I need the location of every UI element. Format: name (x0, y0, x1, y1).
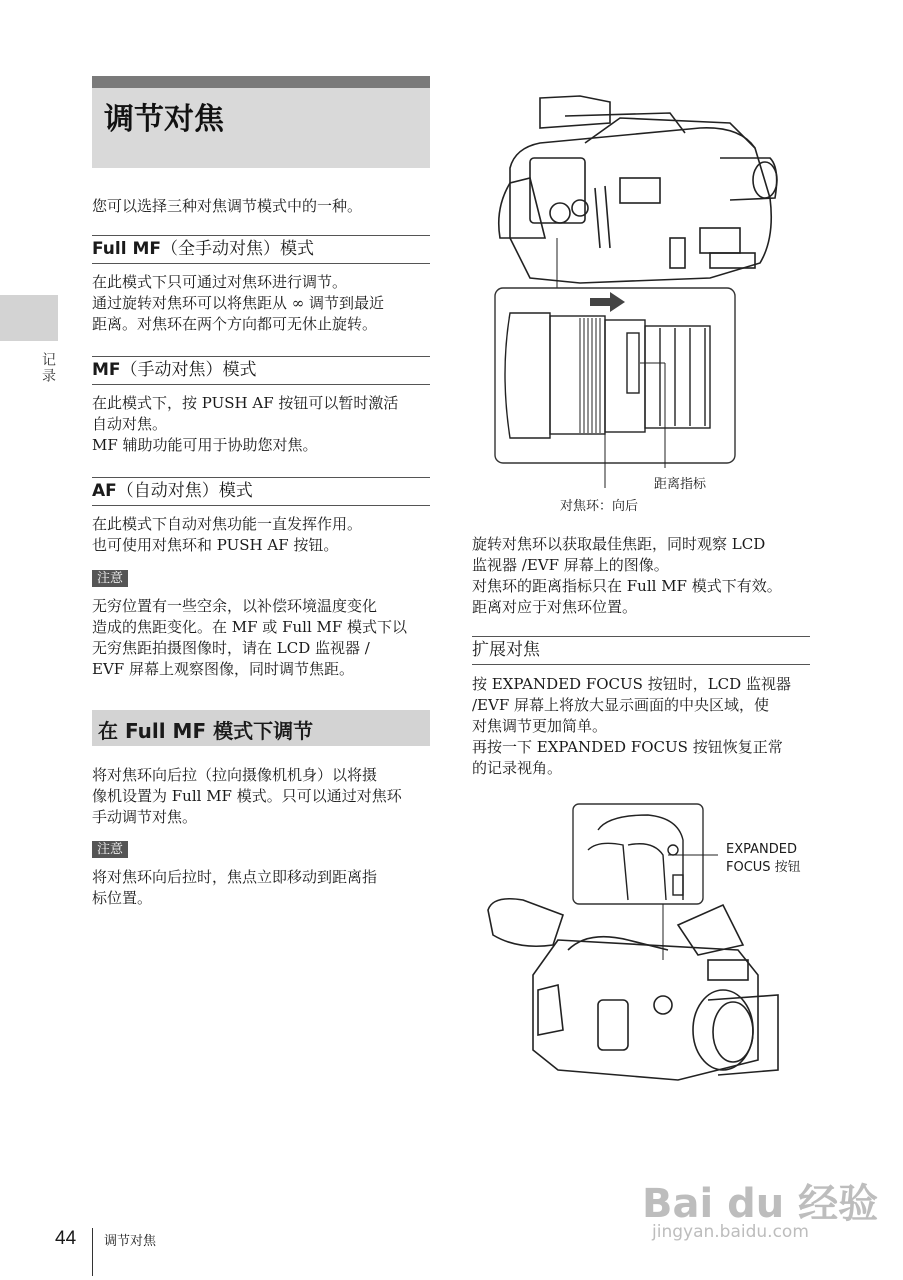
right-body (472, 534, 817, 618)
text-line: 通过旋转对焦环可以将焦距从 ∞ 调节到最近 (92, 294, 385, 312)
intro-text: 您可以选择三种对焦调节模式中的一种。 (92, 197, 363, 215)
title-box (92, 76, 430, 168)
text-line: 距离对应于对焦环位置。 (472, 598, 638, 616)
camcorder-focus-ring-figure (470, 88, 830, 528)
note-body-2 (92, 867, 437, 909)
section-heading-mf: MF（手动对焦）模式 (92, 356, 430, 385)
note-body (92, 596, 437, 680)
label-line: FOCUS 按钮 (726, 860, 801, 875)
section-heading-full-mf: Full MF（全手动对焦）模式 (92, 235, 430, 264)
section-heading-af: AF（自动对焦）模式 (92, 477, 430, 506)
side-label: 记录 (40, 352, 56, 384)
text-line: 手动调节对焦。 (92, 808, 198, 826)
label-expanded-focus (726, 841, 801, 877)
section-body-af (92, 514, 430, 556)
note-badge-2: 注意 (92, 838, 128, 859)
section-body-mf (92, 393, 430, 456)
subsection-title: 在 Full MF 模式下调节 (98, 719, 314, 743)
text-line: EVF 屏幕上观察图像，同时调节焦距。 (92, 660, 354, 678)
side-tab (0, 295, 58, 341)
text-line: 的记录视角。 (472, 759, 563, 777)
text-line: 在此模式下只可通过对焦环进行调节。 (92, 273, 348, 291)
text-line: 在此模式下自动对焦功能一直发挥作用。 (92, 515, 363, 533)
text-line: 无穷位置有一些空余，以补偿环境温度变化 (92, 597, 378, 615)
text-line: 无穷焦距拍摄图像时，请在 LCD 监视器 / (92, 639, 370, 657)
text-line: 在此模式下，按 PUSH AF 按钮可以暂时激活 (92, 394, 399, 412)
text-line: 像机设置为 Full MF 模式。只可以通过对焦环 (92, 787, 402, 805)
label-distance-indicator: 距离指标 (654, 477, 707, 492)
footer-divider (92, 1228, 93, 1276)
subsection-title-box (92, 710, 430, 746)
text-line: 自动对焦。 (92, 415, 168, 433)
title-bar (92, 76, 430, 88)
footer-title: 调节对焦 (104, 1234, 157, 1249)
section-body-full-mf (92, 272, 430, 335)
text-line: 将对焦环向后拉（拉向摄像机机身）以将摄 (92, 766, 378, 784)
watermark-url: jingyan.baidu.com (652, 1222, 809, 1242)
text-line: 也可使用对焦环和 PUSH AF 按钮。 (92, 536, 339, 554)
section-heading-expand: 扩展对焦 (472, 636, 810, 665)
note-badge: 注意 (92, 567, 128, 588)
text-line: MF 辅助功能可用于协助您对焦。 (92, 436, 318, 454)
text-line: 对焦调节更加简单。 (472, 717, 608, 735)
page-title: 调节对焦 (104, 102, 224, 137)
label-focus-ring: 对焦环：向后 (560, 499, 639, 514)
text-line: 再按一下 EXPANDED FOCUS 按钮恢复正常 (472, 738, 783, 756)
text-line: 造成的焦距变化。在 MF 或 Full MF 模式下以 (92, 618, 408, 636)
subsection-body (92, 765, 437, 828)
text-line: /EVF 屏幕上将放大显示画面的中央区域，使 (472, 696, 770, 714)
expand-body (472, 674, 817, 779)
text-line: 将对焦环向后拉时，焦点立即移动到距离指 (92, 868, 378, 886)
text-line: 距离。对焦环在两个方向都可无休止旋转。 (92, 315, 378, 333)
text-line: 监视器 /EVF 屏幕上的图像。 (472, 556, 669, 574)
text-line: 标位置。 (92, 889, 153, 907)
text-line: 对焦环的距离指标只在 Full MF 模式下有效。 (472, 577, 782, 595)
watermark-logo: Bai du 经验 (642, 1181, 879, 1227)
text-line: 按 EXPANDED FOCUS 按钮时，LCD 监视器 (472, 675, 791, 693)
label-line: EXPANDED (726, 842, 797, 857)
page-number: 44 (55, 1228, 77, 1249)
text-line: 旋转对焦环以获取最佳焦距，同时观察 LCD (472, 535, 766, 553)
